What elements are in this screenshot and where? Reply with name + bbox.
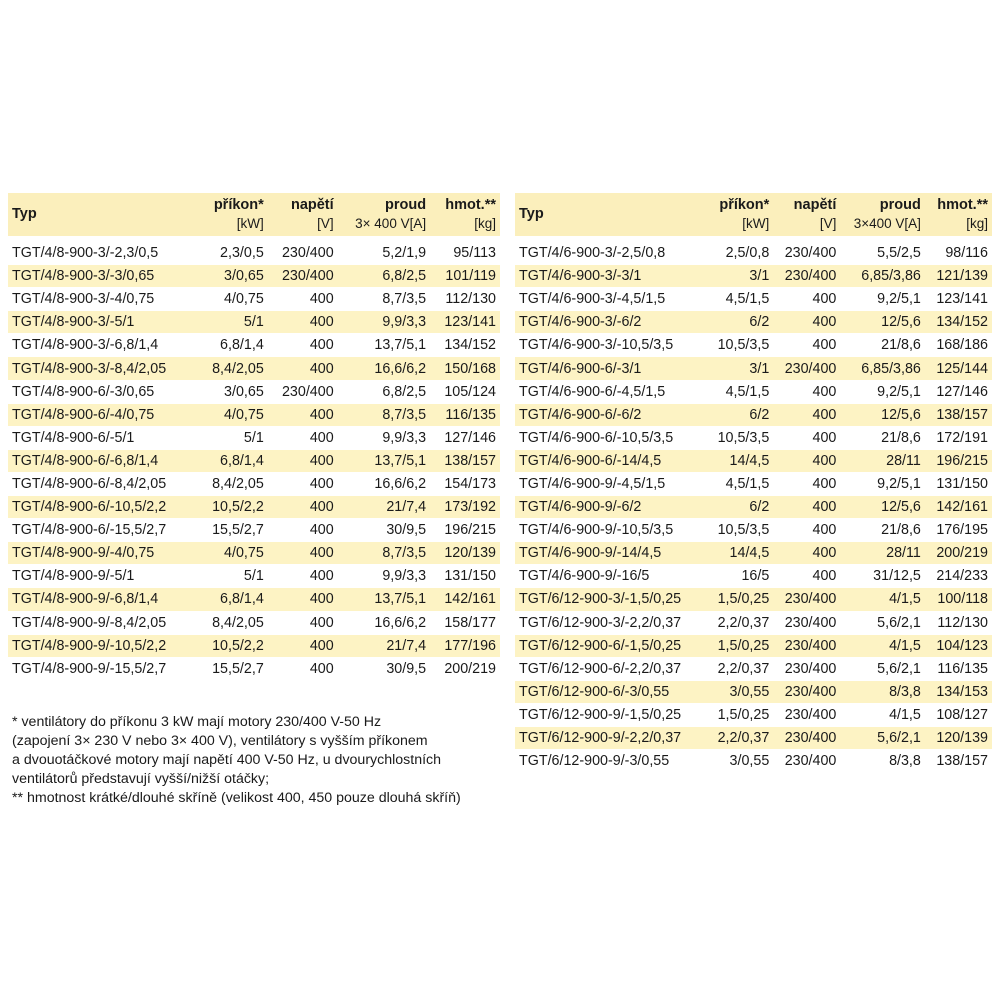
cell-voltage: 400 [268, 404, 338, 426]
cell-voltage: 230/400 [773, 357, 840, 379]
cell-current: 9,2/5,1 [877, 291, 921, 308]
cell-voltage: 400 [309, 614, 334, 631]
cell-current: 21/7,4 [338, 635, 430, 657]
cell-voltage: 400 [268, 357, 338, 379]
table-row [515, 727, 992, 749]
cell-voltage: 400 [309, 660, 334, 677]
cell-voltage: 230/400 [784, 660, 837, 677]
cell-voltage: 230/400 [773, 635, 840, 657]
cell-voltage: 400 [268, 311, 338, 333]
cell-power: 5/1 [198, 311, 268, 333]
cell-voltage: 230/400 [773, 265, 840, 287]
cell-current: 8/3,8 [840, 681, 925, 703]
cell-weight: 138/157 [925, 404, 992, 426]
table-row [8, 311, 500, 333]
cell-weight: 173/192 [430, 496, 500, 518]
table-row [8, 288, 500, 310]
cell-weight: 116/135 [937, 660, 988, 677]
cell-type: TGT/4/8-900-3/-8,4/2,05 [8, 357, 198, 379]
cell-type: TGT/4/6-900-6/-6/2 [515, 404, 706, 426]
cell-power: 3/0,55 [706, 681, 773, 703]
cell-weight: 100/118 [925, 588, 992, 610]
cell-weight: 176/195 [936, 522, 988, 539]
cell-voltage: 400 [309, 568, 334, 585]
cell-voltage: 230/400 [784, 753, 837, 770]
cell-power: 6/2 [706, 404, 773, 426]
table-row [8, 612, 500, 634]
cell-voltage: 400 [773, 542, 840, 564]
column-header-power: příkon* [kW] [198, 193, 268, 236]
cell-power: 5/1 [243, 568, 264, 585]
table-header-row [8, 193, 500, 236]
cell-type: TGT/4/6-900-6/-14/4,5 [515, 450, 706, 472]
table-row [515, 450, 992, 472]
cell-current: 12/5,6 [840, 496, 925, 518]
cell-voltage: 230/400 [268, 265, 338, 287]
cell-type: TGT/4/8-900-3/-5/1 [8, 311, 198, 333]
cell-weight: 127/146 [444, 429, 496, 446]
cell-power: 10,5/3,5 [717, 429, 770, 446]
cell-type: TGT/4/8-900-3/-3/0,65 [8, 265, 198, 287]
table-row [8, 635, 500, 657]
column-header-current: proud 3×400 V[A] [840, 193, 925, 236]
cell-current: 5,6/2,1 [877, 660, 921, 677]
cell-voltage: 230/400 [773, 681, 840, 703]
cell-voltage: 400 [309, 522, 334, 539]
cell-weight: 120/139 [430, 542, 500, 564]
table-header-row [515, 193, 992, 236]
cell-weight: 200/219 [444, 660, 496, 677]
cell-type: TGT/4/6-900-6/-10,5/3,5 [519, 429, 674, 446]
cell-power: 10,5/3,5 [717, 522, 770, 539]
cell-voltage: 230/400 [784, 706, 837, 723]
column-header-current: proud 3× 400 V[A] [338, 193, 430, 236]
cell-type: TGT/6/12-900-6/-2,2/0,37 [519, 660, 682, 677]
cell-current: 16,6/6,2 [338, 357, 430, 379]
table-row [8, 381, 500, 403]
cell-power: 4,5/1,5 [725, 475, 770, 492]
table-row [8, 427, 500, 449]
cell-current: 4/1,5 [840, 635, 925, 657]
cell-weight: 196/215 [444, 522, 496, 539]
footnote-line: a dvouotáčkové motory mají napětí 400 V-50 Hz, u dvourychlostních [12, 752, 442, 768]
table-row [515, 381, 992, 403]
cell-weight: 196/215 [925, 450, 992, 472]
cell-power: 1,5/0,25 [706, 635, 773, 657]
cell-type: TGT/4/6-900-9/-14/4,5 [515, 542, 706, 564]
cell-power: 2,2/0,37 [706, 727, 773, 749]
cell-voltage: 230/400 [773, 727, 840, 749]
cell-voltage: 400 [309, 429, 334, 446]
cell-type: TGT/4/6-900-3/-6/2 [515, 311, 706, 333]
cell-type: TGT/4/6-900-3/-2,5/0,8 [519, 245, 666, 262]
cell-type: TGT/4/8-900-3/-2,3/0,5 [12, 245, 159, 262]
table-row [8, 265, 500, 287]
cell-type: TGT/4/8-900-9/-10,5/2,2 [8, 635, 198, 657]
cell-power: 4/0,75 [198, 542, 268, 564]
cell-power: 8,4/2,05 [212, 475, 264, 492]
cell-power: 6/2 [706, 496, 773, 518]
cell-type: TGT/4/8-900-6/-3/0,65 [12, 383, 155, 400]
cell-current: 16,6/6,2 [374, 475, 427, 492]
cell-current: 30/9,5 [386, 522, 427, 539]
cell-voltage: 230/400 [784, 614, 837, 631]
cell-weight: 112/130 [445, 291, 496, 308]
cell-current: 4/1,5 [840, 588, 925, 610]
cell-type: TGT/4/8-900-9/-5/1 [12, 568, 135, 585]
fan-spec-table-right [515, 192, 992, 773]
table-row [515, 612, 992, 634]
cell-current: 8,7/3,5 [382, 291, 427, 308]
table-row [8, 519, 500, 541]
column-header-weight: hmot.** [kg] [430, 193, 500, 236]
fan-spec-table-left [8, 192, 500, 681]
cell-weight: 142/161 [430, 588, 500, 610]
cell-power: 3/1 [706, 265, 773, 287]
cell-current: 6,85/3,86 [840, 265, 925, 287]
cell-type: TGT/6/12-900-3/-1,5/0,25 [515, 588, 706, 610]
cell-power: 3/0,65 [198, 265, 268, 287]
cell-voltage: 400 [812, 475, 837, 492]
cell-voltage: 400 [773, 404, 840, 426]
cell-voltage: 400 [268, 542, 338, 564]
cell-current: 9,9/3,3 [382, 568, 427, 585]
cell-current: 8,7/3,5 [338, 542, 430, 564]
cell-type: TGT/4/6-900-6/-4,5/1,5 [519, 383, 666, 400]
cell-weight: 95/113 [453, 245, 496, 262]
table-row [515, 334, 992, 356]
cell-power: 2,2/0,37 [717, 660, 770, 677]
cell-weight: 158/177 [444, 614, 496, 631]
cell-type: TGT/4/6-900-9/-4,5/1,5 [519, 475, 666, 492]
cell-voltage: 400 [309, 475, 334, 492]
column-header-voltage: napětí [V] [773, 193, 840, 236]
cell-type: TGT/4/8-900-6/-15,5/2,7 [12, 522, 167, 539]
cell-weight: 150/168 [430, 357, 500, 379]
cell-voltage: 230/400 [281, 383, 334, 400]
cell-current: 4/1,5 [889, 706, 921, 723]
cell-type: TGT/4/8-900-9/-15,5/2,7 [12, 660, 167, 677]
cell-weight: 134/152 [925, 311, 992, 333]
cell-power: 2,5/0,8 [725, 245, 770, 262]
cell-weight: 200/219 [925, 542, 992, 564]
cell-current: 13,7/5,1 [338, 450, 430, 472]
cell-power: 4,5/1,5 [725, 291, 770, 308]
table-row [515, 427, 992, 449]
cell-power: 4,5/1,5 [725, 383, 770, 400]
cell-power: 1,5/0,25 [706, 588, 773, 610]
cell-power: 3/0,55 [729, 753, 770, 770]
cell-power: 2,3/0,5 [220, 245, 264, 262]
column-header-voltage: napětí [V] [268, 193, 338, 236]
table-row [8, 357, 500, 379]
cell-weight: 101/119 [430, 265, 500, 287]
table-row [8, 334, 500, 356]
cell-current: 6,8/2,5 [338, 265, 430, 287]
cell-voltage: 400 [812, 383, 837, 400]
table-row [8, 404, 500, 426]
cell-power: 15,5/2,7 [212, 522, 264, 539]
table-row [515, 265, 992, 287]
cell-voltage: 400 [268, 635, 338, 657]
cell-current: 21/8,6 [881, 429, 921, 446]
cell-current: 13,7/5,1 [338, 588, 430, 610]
table-row [8, 658, 500, 680]
table-row [515, 288, 992, 310]
cell-weight: 98/116 [945, 245, 988, 262]
cell-weight: 116/135 [430, 404, 500, 426]
footnote-line: * ventilátory do příkonu 3 kW mají motory 230/400 V-50 Hz [12, 714, 382, 730]
cell-current: 21/8,6 [881, 337, 921, 354]
cell-power: 8,4/2,05 [212, 614, 264, 631]
cell-weight: 112/130 [937, 614, 988, 631]
cell-power: 4/0,75 [224, 291, 264, 308]
cell-weight: 127/146 [936, 383, 988, 400]
table-row [8, 542, 500, 564]
cell-weight: 104/123 [925, 635, 992, 657]
table-row [8, 473, 500, 495]
cell-power: 10,5/3,5 [717, 337, 770, 354]
cell-power: 14/4,5 [706, 542, 773, 564]
cell-voltage: 400 [309, 337, 334, 354]
cell-weight: 214/233 [936, 568, 988, 585]
table-row [515, 542, 992, 564]
table-row [515, 311, 992, 333]
cell-type: TGT/4/6-900-9/-6/2 [515, 496, 706, 518]
cell-current: 8,7/3,5 [338, 404, 430, 426]
cell-type: TGT/4/6-900-3/-10,5/3,5 [519, 337, 674, 354]
cell-weight: 123/141 [936, 291, 988, 308]
footnotes [12, 713, 502, 808]
footnote-line: ventilátorů představují vyšší/nižší otáčky; [12, 771, 270, 787]
table-row [515, 704, 992, 726]
cell-type: TGT/4/8-900-6/-6,8/1,4 [8, 450, 198, 472]
cell-power: 1,5/0,25 [717, 706, 770, 723]
cell-voltage: 400 [812, 568, 837, 585]
cell-type: TGT/4/6-900-9/-16/5 [519, 568, 650, 585]
table-row [515, 473, 992, 495]
cell-voltage: 230/400 [281, 245, 334, 262]
table-row [8, 496, 500, 518]
cell-voltage: 400 [773, 496, 840, 518]
column-header-type: Typ [8, 193, 198, 236]
cell-power: 6,8/1,4 [198, 450, 268, 472]
cell-voltage: 230/400 [773, 588, 840, 610]
cell-weight: 134/152 [444, 337, 496, 354]
cell-power: 16/5 [741, 568, 770, 585]
cell-type: TGT/4/8-900-3/-4/0,75 [12, 291, 155, 308]
cell-current: 21/7,4 [338, 496, 430, 518]
cell-power: 2,2/0,37 [717, 614, 770, 631]
table-row [515, 565, 992, 587]
cell-weight: 120/139 [925, 727, 992, 749]
cell-current: 5,5/2,5 [877, 245, 921, 262]
cell-power: 6,8/1,4 [198, 588, 268, 610]
cell-type: TGT/4/8-900-9/-4/0,75 [8, 542, 198, 564]
cell-voltage: 400 [773, 450, 840, 472]
cell-type: TGT/4/8-900-6/-5/1 [12, 429, 135, 446]
cell-voltage: 400 [268, 450, 338, 472]
cell-type: TGT/4/8-900-6/-4/0,75 [8, 404, 198, 426]
cell-power: 6/2 [706, 311, 773, 333]
cell-weight: 154/173 [444, 475, 496, 492]
cell-power: 5/1 [243, 429, 264, 446]
cell-weight: 142/161 [925, 496, 992, 518]
table-row [515, 750, 992, 772]
cell-current: 9,2/5,1 [877, 383, 921, 400]
cell-weight: 105/124 [444, 383, 496, 400]
column-header-power: příkon* [kW] [706, 193, 773, 236]
cell-type: TGT/6/12-900-6/-1,5/0,25 [515, 635, 706, 657]
cell-power: 10,5/2,2 [198, 635, 268, 657]
table-row [8, 242, 500, 264]
table-row [515, 242, 992, 264]
cell-weight: 172/191 [936, 429, 988, 446]
cell-current: 13,7/5,1 [374, 337, 427, 354]
cell-weight: 125/144 [925, 357, 992, 379]
table-row [515, 519, 992, 541]
cell-voltage: 400 [812, 429, 837, 446]
cell-power: 4/0,75 [198, 404, 268, 426]
cell-weight: 138/157 [936, 753, 988, 770]
cell-type: TGT/6/12-900-3/-2,2/0,37 [519, 614, 682, 631]
cell-current: 5,6/2,1 [840, 727, 925, 749]
cell-type: TGT/4/8-900-3/-6,8/1,4 [12, 337, 159, 354]
cell-current: 28/11 [840, 450, 925, 472]
cell-power: 3/0,65 [224, 383, 264, 400]
table-row [515, 588, 992, 610]
cell-type: TGT/6/12-900-9/-2,2/0,37 [515, 727, 706, 749]
cell-type: TGT/4/8-900-9/-8,4/2,05 [12, 614, 167, 631]
cell-weight: 123/141 [430, 311, 500, 333]
cell-current: 9,2/5,1 [877, 475, 921, 492]
cell-current: 5,6/2,1 [877, 614, 921, 631]
cell-current: 30/9,5 [386, 660, 427, 677]
cell-type: TGT/4/8-900-9/-6,8/1,4 [8, 588, 198, 610]
footnote-line: (zapojení 3× 230 V nebo 3× 400 V), ventilátory s vyšším příkonem [12, 733, 428, 749]
cell-weight: 168/186 [936, 337, 988, 354]
cell-weight: 131/150 [936, 475, 988, 492]
table-row [515, 357, 992, 379]
table-row [515, 635, 992, 657]
cell-current: 9,9/3,3 [382, 429, 427, 446]
cell-weight: 134/153 [925, 681, 992, 703]
cell-voltage: 400 [812, 337, 837, 354]
cell-voltage: 400 [309, 291, 334, 308]
cell-current: 8/3,8 [889, 753, 921, 770]
table-row [515, 658, 992, 680]
cell-current: 31/12,5 [873, 568, 921, 585]
cell-power: 8,4/2,05 [198, 357, 268, 379]
cell-current: 28/11 [840, 542, 925, 564]
cell-type: TGT/4/6-900-6/-3/1 [515, 357, 706, 379]
cell-current: 16,6/6,2 [374, 614, 427, 631]
cell-power: 10,5/2,2 [198, 496, 268, 518]
cell-type: TGT/4/8-900-6/-10,5/2,2 [8, 496, 198, 518]
column-header-weight: hmot.** [kg] [925, 193, 992, 236]
cell-weight: 108/127 [936, 706, 988, 723]
cell-current: 21/8,6 [881, 522, 921, 539]
cell-type: TGT/6/12-900-6/-3/0,55 [515, 681, 706, 703]
table-row [515, 404, 992, 426]
cell-type: TGT/6/12-900-9/-1,5/0,25 [519, 706, 682, 723]
cell-weight: 131/150 [444, 568, 496, 585]
cell-current: 12/5,6 [840, 404, 925, 426]
cell-power: 15,5/2,7 [212, 660, 264, 677]
cell-weight: 121/139 [925, 265, 992, 287]
cell-type: TGT/6/12-900-9/-3/0,55 [519, 753, 670, 770]
cell-current: 5,2/1,9 [382, 245, 427, 262]
cell-power: 3/1 [706, 357, 773, 379]
footnote-line: ** hmotnost krátké/dlouhé skříně (velikost 400, 450 pouze dlouhá skříň) [12, 790, 461, 806]
cell-voltage: 230/400 [784, 245, 837, 262]
cell-weight: 177/196 [430, 635, 500, 657]
cell-voltage: 400 [773, 311, 840, 333]
cell-type: TGT/4/6-900-3/-4,5/1,5 [519, 291, 666, 308]
table-row [515, 681, 992, 703]
cell-type: TGT/4/8-900-6/-8,4/2,05 [12, 475, 167, 492]
cell-type: TGT/4/6-900-3/-3/1 [515, 265, 706, 287]
column-header-type: Typ [515, 193, 706, 236]
cell-weight: 138/157 [430, 450, 500, 472]
table-row [8, 450, 500, 472]
cell-power: 14/4,5 [706, 450, 773, 472]
table-row [8, 565, 500, 587]
cell-current: 12/5,6 [840, 311, 925, 333]
cell-type: TGT/4/6-900-9/-10,5/3,5 [519, 522, 674, 539]
cell-current: 6,85/3,86 [840, 357, 925, 379]
table-row [8, 588, 500, 610]
cell-voltage: 400 [812, 291, 837, 308]
cell-voltage: 400 [812, 522, 837, 539]
table-row [515, 496, 992, 518]
cell-voltage: 400 [268, 588, 338, 610]
cell-current: 9,9/3,3 [338, 311, 430, 333]
cell-voltage: 400 [268, 496, 338, 518]
cell-power: 6,8/1,4 [220, 337, 264, 354]
cell-current: 6,8/2,5 [382, 383, 427, 400]
